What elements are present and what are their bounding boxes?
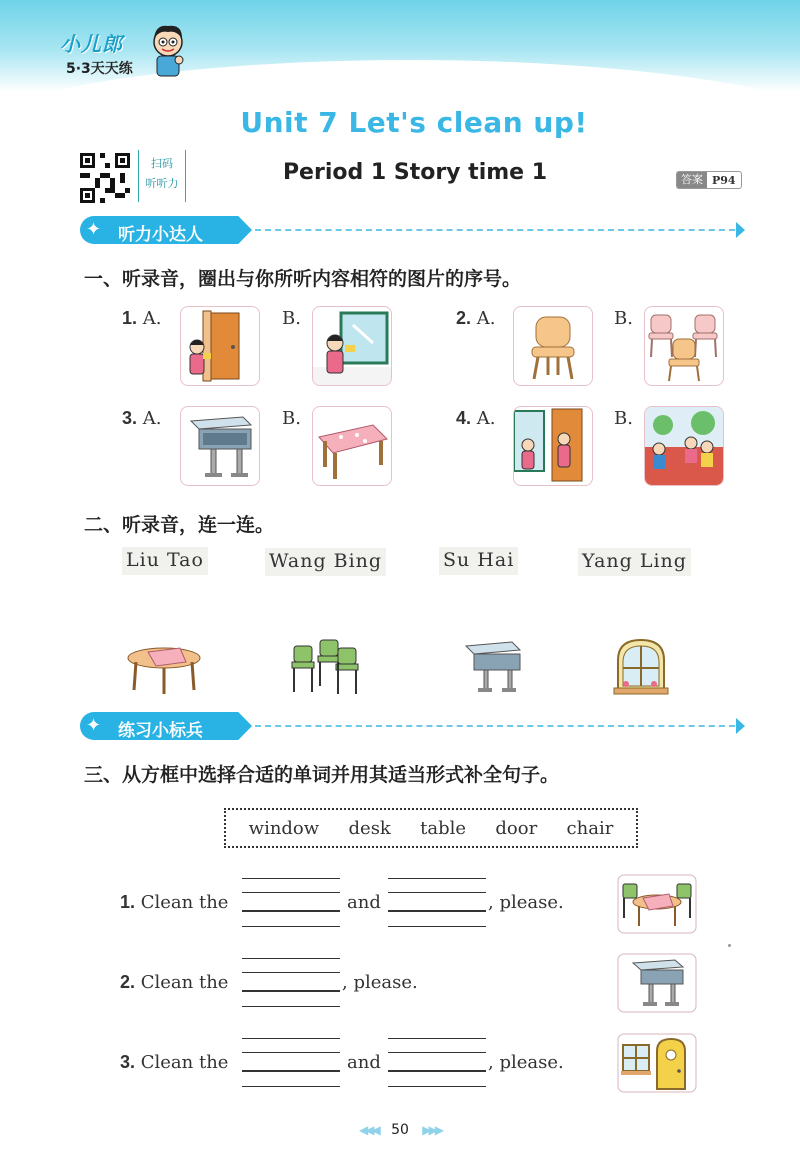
picture-three-chairs[interactable] [644, 306, 724, 386]
item-2-b: B. [614, 308, 633, 329]
item-4-b: B. [614, 408, 633, 429]
item-1-b: B. [282, 308, 301, 329]
item-3-b: B. [282, 408, 301, 429]
item-1-a: A. [142, 308, 162, 329]
next-arrows-icon: ▶▶▶ [422, 1123, 441, 1137]
item-3-a: A. [142, 408, 162, 429]
picture-table-and-chairs [617, 874, 697, 934]
green-chairs-icon[interactable] [290, 638, 362, 696]
sentence-2-number: 2. [120, 972, 136, 992]
speaker-icon: ✦ [86, 219, 102, 240]
sentence-3-and: and [347, 1052, 381, 1073]
picture-single-chair[interactable] [513, 306, 593, 386]
scan-hint-line1: 扫码 [151, 157, 173, 170]
qr-code-icon[interactable] [80, 153, 130, 203]
scan-hint-line2: 听听力 [145, 177, 179, 190]
unit-title: Unit 7 Let's clean up! [240, 106, 588, 139]
sentence-1-and: and [347, 892, 381, 913]
item-3-number: 3. [122, 408, 138, 428]
picture-window-and-door [617, 1033, 697, 1093]
picture-school-desk[interactable] [180, 406, 260, 486]
name-label: Su Hai [443, 549, 515, 571]
round-table-icon[interactable] [126, 640, 202, 696]
picture-table-with-cloth[interactable] [312, 406, 392, 486]
picture-children-playing[interactable] [644, 406, 724, 486]
arrow-right-icon [736, 718, 745, 734]
name-liu-tao[interactable] [126, 549, 204, 571]
name-label: Yang Ling [582, 550, 687, 572]
page-number: 50 [391, 1122, 409, 1138]
arrow-right-icon [736, 222, 745, 238]
sentence-3-tail: , please. [488, 1052, 564, 1073]
desk-icon[interactable] [462, 638, 522, 696]
item-2-a: A. [476, 308, 496, 329]
answer-page: P94 [712, 173, 736, 187]
mascot-boy-icon [148, 22, 188, 78]
banner-label: 练习小标兵 [118, 721, 203, 741]
sentence-2-lead [120, 972, 228, 993]
banner-dashline [255, 725, 735, 727]
word-bank-box [224, 808, 638, 848]
item-4-a: A. [476, 408, 496, 429]
item-1-number: 1. [122, 308, 138, 328]
picture-girl-cleaning-door[interactable] [180, 306, 260, 386]
sentence-3-number: 3. [120, 1052, 136, 1072]
page-footer [0, 1122, 800, 1138]
word-desk: desk [348, 817, 391, 839]
word-window: window [248, 817, 320, 839]
name-label: Wang Bing [269, 550, 383, 572]
sentence-1-tail: , please. [488, 892, 564, 913]
question-1-title: 一、听录音，圈出与你所听内容相符的图片的序号。 [84, 268, 522, 290]
word-table: table [420, 817, 467, 839]
prev-arrows-icon: ◀◀◀ [359, 1123, 378, 1137]
brand-logo: 小儿郎 [60, 32, 123, 56]
item-4-label [456, 408, 495, 429]
picture-girl-cleaning-window[interactable] [312, 306, 392, 386]
name-yang-ling[interactable] [582, 550, 687, 572]
answer-blank-1a[interactable] [242, 878, 340, 926]
item-2-number: 2. [456, 308, 472, 328]
sentence-1-number: 1. [120, 892, 136, 912]
sentence-3-text: Clean the [140, 1052, 229, 1073]
sentence-2-text: Clean the [140, 972, 229, 993]
section-banner-listening [80, 216, 745, 246]
sentence-1-lead [120, 892, 228, 913]
answer-blank-3a[interactable] [242, 1038, 340, 1086]
brand-subtitle: 5·3天天练 [66, 61, 133, 77]
banner-dashline [255, 229, 735, 231]
item-4-number: 4. [456, 408, 472, 428]
pencil-icon: ✦ [86, 715, 102, 736]
answer-blank-1b[interactable] [388, 878, 486, 926]
sentence-3-lead [120, 1052, 228, 1073]
picture-girls-cleaning-door[interactable] [513, 406, 593, 486]
section-banner-practice [80, 712, 745, 742]
question-3-title: 三、从方框中选择合适的单词并用其适当形式补全句子。 [84, 764, 560, 786]
item-2-label [456, 308, 495, 329]
name-wang-bing[interactable] [269, 550, 382, 572]
name-su-hai[interactable] [443, 549, 514, 571]
answer-blank-3b[interactable] [388, 1038, 486, 1086]
word-door: door [495, 817, 538, 839]
banner-label: 听力小达人 [118, 225, 203, 245]
name-label: Liu Tao [126, 549, 204, 571]
answer-blank-2[interactable] [242, 958, 340, 1006]
item-3-label [122, 408, 161, 429]
picture-desk [617, 953, 697, 1013]
window-icon[interactable] [612, 636, 670, 696]
sentence-2-tail: , please. [342, 972, 418, 993]
answer-tag[interactable] [676, 171, 742, 189]
sentence-1-text: Clean the [140, 892, 229, 913]
answer-label: 答案 [677, 172, 707, 188]
scan-hint [138, 150, 186, 202]
stray-dot [728, 944, 731, 947]
question-2-title: 二、听录音，连一连。 [84, 514, 275, 536]
item-1-label [122, 308, 161, 329]
word-chair: chair [566, 817, 614, 839]
period-title: Period 1 Story time 1 [282, 160, 548, 185]
